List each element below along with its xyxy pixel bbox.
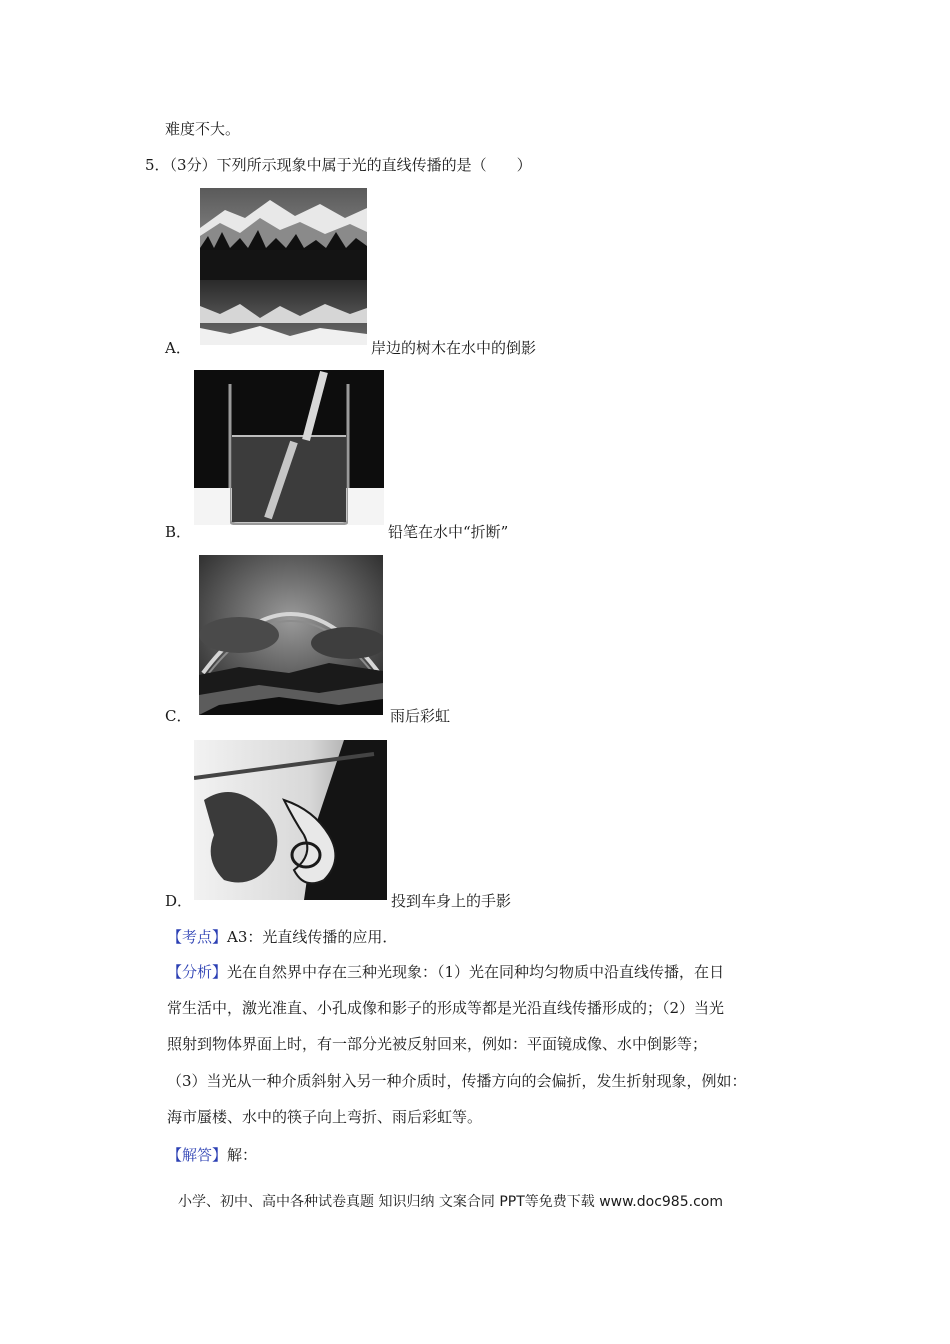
option-b-letter: B．: [165, 523, 192, 541]
lake-reflection-image: [200, 188, 367, 345]
rainbow-image: [199, 555, 383, 715]
hand-shadow-image: [194, 740, 387, 900]
option-d-letter: D．: [165, 892, 193, 910]
fenxi-line-3: 照射到物体界面上时，有一部分光被反射回来，例如：平面镜成像、水中倒影等；: [167, 1035, 708, 1053]
option-a-letter: A．: [165, 339, 191, 357]
jieda-text: 解：: [227, 1146, 258, 1164]
fenxi-line-1: [167, 962, 724, 982]
intro-text: 难度不大。: [165, 120, 241, 138]
footer-text: 小学、初中、高中各种试卷真题 知识归纳 文案合同 PPT等免费下载 www.doc985.com: [178, 1194, 723, 1210]
option-d-caption: 投到车身上的手影: [391, 892, 512, 910]
kaodian-line: [167, 927, 397, 947]
fenxi-line-4: （3）当光从一种介质斜射入另一种介质时，传播方向的会偏折，发生折射现象，例如：: [167, 1072, 747, 1090]
question-number: 5．: [145, 156, 170, 174]
pencil-in-water-image: [194, 370, 384, 525]
option-c-caption: 雨后彩虹: [390, 707, 451, 725]
option-b-caption: 铅笔在水中“折断”: [388, 523, 509, 541]
kaodian-tag: 【考点】: [167, 928, 228, 946]
option-a-caption: 岸边的树木在水中的倒影: [371, 339, 537, 357]
question-text: （3分）下列所示现象中属于光的直线传播的是（ ）: [169, 156, 532, 174]
jieda-line: [167, 1145, 257, 1165]
fenxi-line-2: 常生活中，激光准直、小孔成像和影子的形成等都是光沿直线传播形成的；（2）当光: [167, 999, 725, 1017]
fenxi-line-5: 海市蜃楼、水中的筷子向上弯折、雨后彩虹等。: [167, 1108, 483, 1126]
question: [145, 155, 532, 175]
fenxi-tag: 【分析】: [167, 963, 228, 981]
jieda-tag: 【解答】: [167, 1146, 228, 1164]
kaodian-text: A3：光直线传播的应用．: [227, 928, 398, 946]
fenxi-text-1: 光在自然界中存在三种光现象：（1）光在同种均匀物质中沿直线传播，在日: [227, 963, 725, 981]
option-c-letter: C．: [165, 707, 192, 725]
